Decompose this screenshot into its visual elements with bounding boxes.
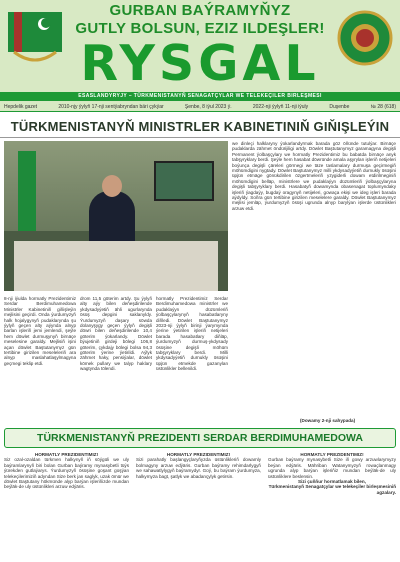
salutation-heading: HORMATLY PREZIDENTIMIZ! <box>166 452 231 457</box>
monitor-icon <box>154 161 214 201</box>
holiday-banner-line1: GURBAN BAÝRAMYŇYZ <box>109 2 291 19</box>
article1-column3: hormatly Prezidentimiz Serdar Berdimuhamedowa ministrler we pudaklaýyn düzümleriň ýolbaşçylarynyň hasabatlaryny diňledi. Döwlet Baştutanymyz 2023-nji ýylyň birinji ýarymynda ýerine ýetirilen işleriň netijeleri barada hasabatlary diňläp, ýurdumyzyň durmuş-ykdysady ösüşine degişli möhüm tabşyryklary berdi. Milli ykdysadyýetiň durnukly ösüşini üpjün etmekde gazanylan üstünlikler bellenildi. <box>156 296 228 372</box>
continued-note: (Dowamy 2-nji sahypada) <box>300 418 356 423</box>
flag-emblem-icon <box>4 6 66 78</box>
issue-info-bar <box>0 102 400 112</box>
flag-icon <box>18 151 36 231</box>
national-emblem-icon <box>334 6 396 78</box>
main-headline: TÜRKMENISTANYŇ MINISTRLER KABINETINIŇ GIŇIŞLEÝIN <box>0 116 400 138</box>
masthead <box>0 0 400 112</box>
salutation-heading: HORMATLY PREZIDENTIMIZ! <box>34 452 99 457</box>
closing-line: Sizi çuňňur hormatlamak bilen, <box>298 479 366 485</box>
article1-column4: we dinleçi halklaryny ýokarlandyrmak barada göz öňünde tutulýar. Birnäçe pudaklarda zähmet öndürijiligi artdy. Döwlet Baştutanymyz garamagyna degişli Permanent ýolbaşçylary we hormatly Prezidentimiz bu babatda birnäçe anyk tabşyryklary berdi. Şeýle hem hasabat döwründe amala aşyrylan işleriň netijeleri boýunça degişli çäreleri görmegi we täze taslamalary durmuşa geçirmegiň möhümdigini nygtady. Döwlet Baştutanymyz milli ykdysadyýetiň durnukly ösüşini üpjün etmäge gönükdirilen özgertmeleriň yzygiderli dowam etdirilmeginiň möhümdigini belläp, ministrlere we pudaklaýyn düzümleriň ýolbaşçylaryna degişli tabşyryklary berdi. Hasabatyň dowamynda obasenagat toplumyndaky işleriň ýagdaýy, bugdaý oragynyň netijeleri, gowaça ekişi we ideg işleri barada aýdyldy. Soňra gün tertibine girizilen meselelere garaldy. Döwlet Baştutanymyz mejlisi jemläp, ýurdumyzyň ösüşi ugrunda alnyp barylýan işlerde üstünlikleri arzuw etdi. <box>232 141 396 211</box>
published-date-text: 2022-nji ýylyň 11-nji iýuly <box>252 104 309 110</box>
article2-column1-text: Siz ozal-ozaldan türkmen halkynyň iň söýgüli we uly baýramlarynyň biri bolan Gurban baýramy mynasybetli tüýs ýürekden gutlaýarys. Ýurdumyzyň ösüşine goşant goşýan telekeçilerimiziň adyndan Size berk jan saglyk, uzak ömür we döwlet Baştutany hökmünde alyp barýan işleriňizde mundan beýläk-de uly üstünlikleri arzuw edýäris. <box>4 457 129 490</box>
article1-column2: drom 11,5 göterim artdy. Şu ýylyň alty aýy bilen deňeşdirilende ykdysadyýetiň ähli ugurlarynda ösüş depgini saklanyldy. Ýurdumyzyň daşary söwda dolanyşygy geçen ýylyň degişli döwri bilen deňeşdirilende 10,4 göterim ýokarlandy. Döwlet býujetiniň girdeji bölegi 106,8 göterim, çykdajy bölegi bolsa 94,3 göterim ýerine ýetirildi. Aýlyk zähmet haky, pensiýalar, döwlet kömek pullary we talyp haklary wagtynda tölendi. <box>80 296 152 372</box>
issue-number: № 28 (618) <box>370 104 396 110</box>
article2-column3-text: Gurban baýramy mynasybetli Size iň gowy arzuwlarymyzy beýan edýäris. Mähriban Watanymyzyň rowaçlanmagy ugrunda alyp barýan işleriňiz mundan beýläk-de uly üstünliklere beslensin. <box>268 457 396 479</box>
article2-column2 <box>136 452 261 558</box>
holiday-banner-line2: GUTLY BOLSUN, EZIZ ILDEŞLER! <box>75 20 325 37</box>
frequency-text: Hepdelik gazet <box>4 104 38 110</box>
article2-column2-text: Sizi parahatly başlangyçlaryňyzda üstünlikleriň dowamly bolmagyny arzuw edýäris. Gurban baýramy rehimdarlygyň we sahawatlylygyň baýramydyr. Goý, bu baýram ýurdumyza, halkymyza bagt, şatlyk we abadançylyk getirsin. <box>136 457 261 479</box>
weekday-text: Duşenbe <box>329 104 350 110</box>
article2-column3 <box>268 452 396 558</box>
signatory: Türkmenistanyň Senagatçylar we telekeçiler birleşmesiniň agzalary. <box>268 484 396 495</box>
date-text: Şenbe, 8 iýul 2023 ý. <box>184 104 232 110</box>
publisher-line: ESASLANDYRYJY – TÜRKMENISTANYŇ SENAGATÇYLAR WE TELEKEÇILER BIRLEŞMESI <box>0 92 400 101</box>
cabinet-meeting-photo <box>4 141 228 291</box>
article2-column1 <box>4 452 129 558</box>
newspaper-title: RYSGAL <box>80 35 320 92</box>
salutation-heading: HORMATLY PREZIDENTIMIZ! <box>300 452 364 457</box>
article1-column1: 8-nji iýulda hormatly Prezidentimiz Serdar Berdimuhamedowa Ministrler Kabinetiniň giňişleýin mejlisini geçirdi. Onda ýurdumyzyň halk hojalygynyň pudaklarynda şu ýylyň geçen alty aýynda alnyp barlan işleriň jemi jemlendi, şeýle hem döwlet durmuşynyň birnäçe meselesine garaldy. Mejlisiň işini açan döwlet Baştutanymyz gün tertibine girizilen meseleleriň ara alnyp maslahatlaşylmagyna geçmegi teklip etdi. <box>4 296 76 366</box>
second-headline: TÜRKMENISTANYŇ PREZIDENTI SERDAR BERDIMUHAMEDOWA <box>4 428 396 448</box>
founded-text: 2010-njy ýylyň 17-nji sentýabryndan bäri çykýar <box>58 104 164 110</box>
